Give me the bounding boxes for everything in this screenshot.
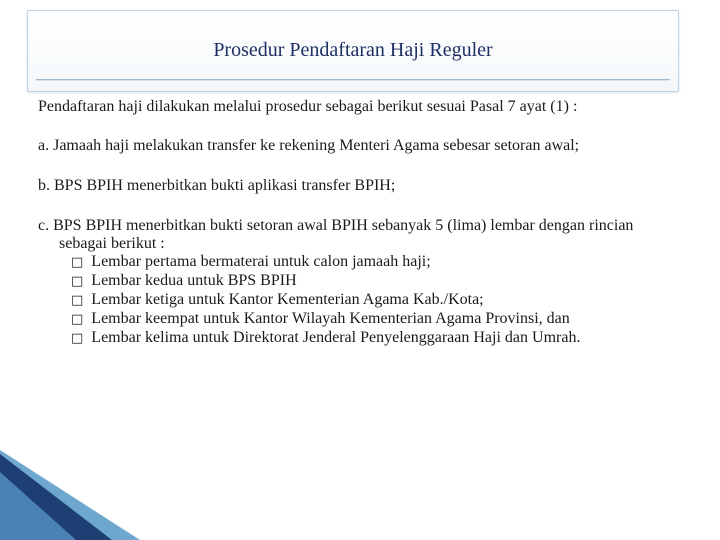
corner-decoration: [0, 450, 140, 540]
list-item-b: b. BPS BPIH menerbitkan bukti aplikasi transfer BPIH;: [38, 177, 396, 194]
title-divider: [36, 79, 670, 81]
sub-list-item: [71, 291, 678, 310]
sub-list: [38, 253, 678, 348]
slide-content: [38, 98, 678, 348]
title-box: [27, 10, 679, 92]
sub-item-text: Lembar pertama bermaterai untuk calon jamaah haji;: [91, 253, 431, 270]
checkbox-bullet-icon: □: [71, 312, 84, 327]
intro-paragraph: Pendaftaran haji dilakukan melalui prosedur sebagai berikut sesuai Pasal 7 ayat (1) :: [38, 98, 578, 115]
checkbox-bullet-icon: □: [71, 293, 84, 308]
checkbox-bullet-icon: □: [71, 255, 84, 270]
checkbox-bullet-icon: □: [71, 331, 84, 346]
sub-list-item: [71, 310, 678, 329]
sub-item-text: Lembar kedua untuk BPS BPIH: [91, 272, 297, 289]
sub-list-item: [71, 329, 678, 348]
sub-item-text: Lembar ketiga untuk Kantor Kementerian Agama Kab./Kota;: [91, 291, 484, 308]
sub-item-text: Lembar kelima untuk Direktorat Jenderal Penyelenggaraan Haji dan Umrah.: [91, 329, 581, 346]
sub-list-item: [71, 272, 678, 291]
list-item-a: a. Jamaah haji melakukan transfer ke rekening Menteri Agama sebesar setoran awal;: [38, 137, 580, 154]
slide-title: Prosedur Pendaftaran Haji Reguler: [213, 39, 493, 61]
sub-list-item: [71, 253, 678, 272]
checkbox-bullet-icon: □: [71, 274, 84, 289]
sub-item-text: Lembar keempat untuk Kantor Wilayah Kementerian Agama Provinsi, dan: [91, 310, 570, 327]
list-item-c: c. BPS BPIH menerbitkan bukti setoran awal BPIH sebanyak 5 (lima) lembar dengan rincian sebagai berikut :: [38, 217, 634, 252]
